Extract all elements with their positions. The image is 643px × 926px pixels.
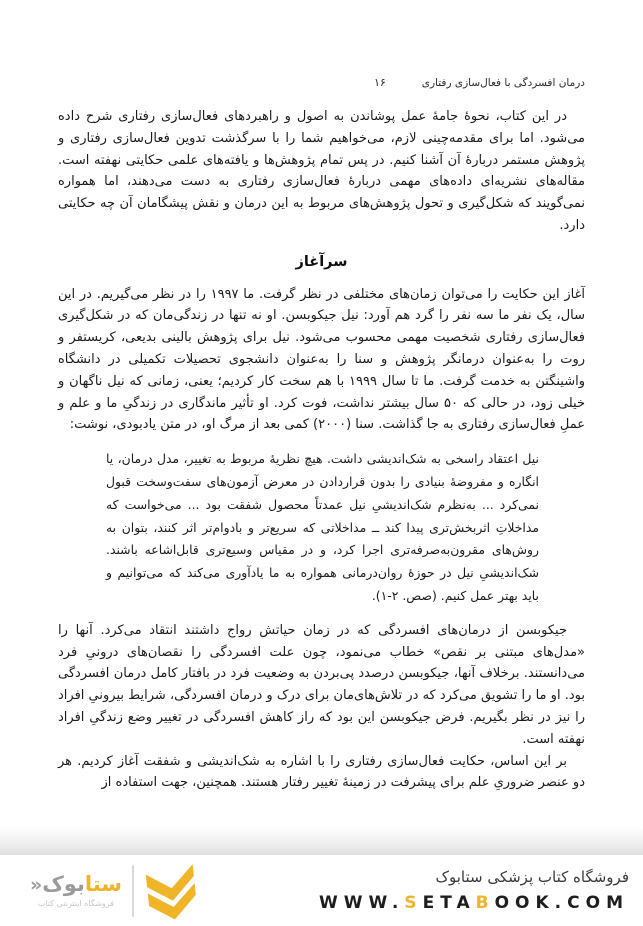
- page-number: ۱۶: [373, 76, 386, 89]
- url-www: WWW.: [319, 893, 405, 913]
- logo-wordmark-gray: بوک: [42, 872, 85, 897]
- block-quote: نیل اعتقاد راسخی به شک‌اندیشی داشت. هیچ نظریهٔ مربوط به تغییر، مدل درمان، یا انگاره و مفروضهٔ بنیادی را بدون قراردادن در معرض آزمون‌های سفت‌وسخت قبول نمی‌کرد ... به‌نظرم شک‌اندیشیِ نیل عمدتاً محصول شفقت بود ... می‌خواست که مداخلاتِ اثربخش‌تری پیدا کند ــ مداخلاتی که سریع‌تر و بادوام‌تر اثر کنند، بتوان به روش‌های مقرون‌به‌صرفه‌تری اجرا کرد، و در مقیاس وسیع‌تری قابل‌اشاعه باشند. شک‌اندیشیِ نیل در حوزهٔ روان‌درمانی همواره به ما یادآوری می‌کند که می‌توانیم و باید بهتر عمل کنیم. (صص. ۲-۱).: [106, 451, 539, 603]
- url-ook: OOK.COM: [494, 893, 629, 913]
- page-header: [374, 76, 585, 89]
- footer-banner: [0, 855, 643, 926]
- logo-divider: [132, 865, 134, 917]
- logo-wordmark: [30, 873, 122, 896]
- store-url[interactable]: [319, 893, 629, 913]
- setabook-logo[interactable]: [30, 861, 198, 921]
- store-block: [319, 868, 629, 913]
- url-s-accent: S: [404, 893, 423, 913]
- running-title: درمان افسردگی با فعال‌سازی رفتاری: [421, 77, 585, 89]
- section-heading: سرآغاز: [295, 253, 348, 270]
- logo-wordmark-accent: ستا: [84, 872, 122, 897]
- url-eta: ETA: [422, 893, 476, 913]
- store-name: فروشگاه کتاب پزشکی ستابوک: [435, 868, 629, 886]
- paragraph-4: بر این اساس، حکایت فعال‌سازی رفتاری را با اشاره به شک‌اندیشی و شفقت آغاز کردیم. هر دو عنصر ضروریِ علم برای پیشرفت در زمینهٔ تغییر رفتار هستند. همچنین، جهت استفاده از: [58, 753, 585, 791]
- paragraph-2: آغاز این حکایت را می‌توان زمان‌های مختلفی در نظر گرفت. ما ۱۹۹۷ را در نظر می‌گیریم. در این سال، یک نفر ما سه نفر را گرد هم آورد: نیل جیکوبسن. او نه تنها در زندگی‌مان که در شکل‌گیری فعال‌سازی رفتاری شخصیت مهمی محسوب می‌شود. نیل برای پژوهش بالینی بدیعی، کریستفر و روت را به‌عنوان درمانگر پژوهش و سنا را به‌عنوان دانشجوی تحصیلات تکمیلی در دانشگاه واشینگتن به خدمت گرفت. ما تا سال ۱۹۹۹ با هم سخت کار کردیم؛ یعنی، زمانی که نیل ناگهان و خیلی زود، در حالی که ۵۰ سال بیشتر نداشت، فوت کرد. او تأثیر ماندگاری در زندگیِ ما و علم و عملِ فعال‌سازی رفتاری به جا گذاشت. سنا (۲۰۰۰) کمی بعد از مرگ او، در متن یادبودی، نوشت:: [58, 286, 585, 433]
- page-body: [58, 106, 585, 794]
- logo-wordmark-block: [30, 873, 122, 907]
- logo-tagline: فروشگاه اینترنتی کتاب: [37, 898, 115, 908]
- paragraph-3: جیکوبسن از درمان‌های افسردگی که در زمان حیاتش رواج داشتند انتقاد می‌کرد. آنها را «مدل‌های مبتنی بر نقص» خطاب می‌نمود، چون علت افسردگی را نقصان‌های درونیِ فرد می‌دانستند. برخلاف آنها، جیکوبسن درصدد پی‌بردن به وضعیت فرد در بافتار کامل درمان افسردگی بود. او ما را تشویق می‌کرد که در تلاش‌های‌مان برای درک و درمان افسردگی، شرایط بیرونیِ افراد را نیز در نظر بگیریم. فرض جیکوبسن این بود که راز کاهش افسردگی در تغییر وضع زندگیِ افراد نهفته است.: [58, 622, 585, 747]
- url-b-accent: B: [475, 893, 495, 913]
- setabook-chevron-icon: [144, 861, 198, 921]
- paragraph-1: در این کتاب، نحوهٔ جامهٔ عمل پوشاندن به اصول و راهبردهای فعال‌سازی رفتاری شرح داده می‌شود. اما برای مقدمه‌چینی لازم، می‌خواهیم شما را با سرگذشت تدوین فعال‌سازی رفتاری و پژوهش مستمر دربارهٔ آن آشنا کنیم. در پس تمام پژوهش‌ها و یافته‌های علمی حکایتی نهفته است. مقاله‌های نشریه‌ای داده‌های مهمی دربارهٔ فعال‌سازی رفتاری به دست می‌دهند، اما همواره نمی‌گویند که شکل‌گیری و تحول پژوهش‌های مربوط به این درمان و نقش پیشگامان آن چه حکایتی دارد.: [58, 109, 585, 233]
- logo-guillemet: «: [30, 874, 43, 897]
